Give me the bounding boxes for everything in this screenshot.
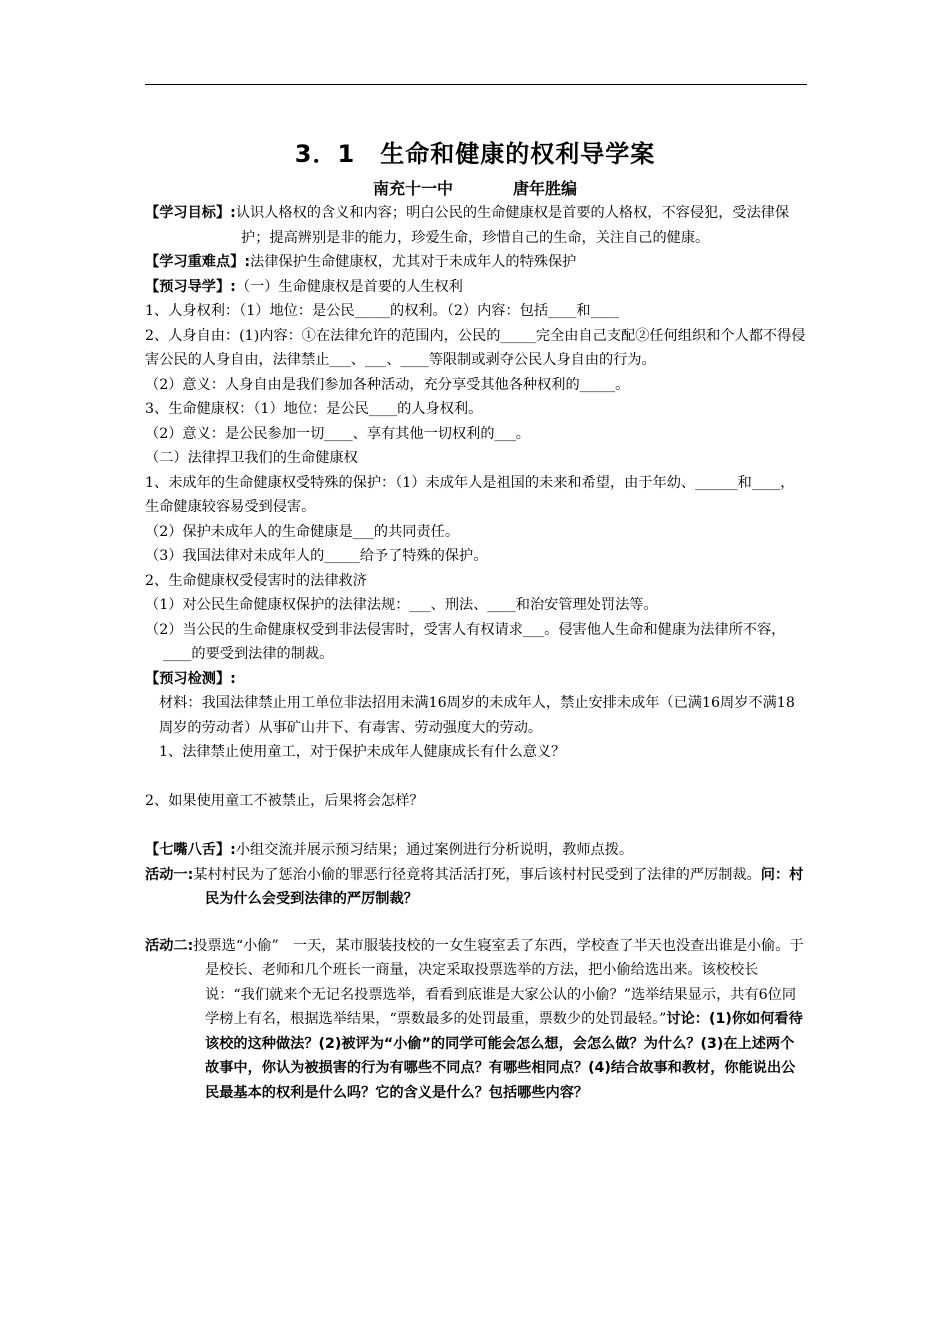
line-2: 2、人身自由：(1)内容：①在法律允许的范围内，公民的_____完全由自己支配②任何组织和个人都不得侵害公民的人身自由，法律禁止___、___、____等限制或剥夺公民人身自由的行为。: [145, 327, 806, 368]
line-6: （二）法律捍卫我们的生命健康权: [145, 450, 358, 466]
check-material: 材料：我国法律禁止用工单位非法招用未满16周岁的未成年人，禁止安排未成年（已满16周岁不满18周岁的劳动者）从事矿山井下、有毒害、劳动强度大的劳动。: [159, 695, 795, 736]
activity-2-label: 活动二:: [145, 937, 194, 954]
activity-2-text: 投票选“小偷” 一天，某市服装技校的一女生寝室丢了东西，学校查了半天也没查出谁是小偷。于是校长、老师和几个班长一商量，决定采取投票选举的方法，把小偷给选出来。该校校长说：“我们就来个无记名投票选举，看看到底谁是大家公认的小偷？”选举结果显示，共有6位同学榜上有名，根据选举结果，“票数最多的处罚最重，票数少的处罚最轻。”: [193, 937, 804, 1027]
activity-1-label: 活动一:: [145, 866, 194, 883]
author-name: 唐年胜编: [513, 179, 578, 198]
learning-goal: [145, 201, 807, 250]
header-rule: [145, 84, 807, 85]
activity-1-text: 某村村民为了惩治小偷的罪恶行径竟将其活活打死，事后该村村民受到了法律的严厉制裁。: [193, 866, 761, 883]
line-10: 2、生命健康权受侵害时的法律救济: [145, 572, 367, 589]
preview-guide: [145, 275, 807, 300]
activity-1-question: 问：村民为什么会受到法律的严厉制裁？: [205, 866, 804, 907]
key-points: [145, 250, 807, 275]
answer-space-1: [145, 765, 807, 790]
key-label: 【学习重难点】:: [145, 254, 250, 270]
activity-1: [145, 863, 807, 912]
activity-2: [145, 934, 807, 1106]
line-3: （2）意义：人身自由是我们参加各种活动，充分享受其他各种权利的_____。: [145, 376, 630, 393]
author-line: [0, 176, 950, 199]
discuss-text: 小组交流并展示预习结果；通过案例进行分析说明，教师点拨。: [235, 842, 634, 858]
preview-label: 【预习导学】:: [145, 278, 236, 295]
document-body: [145, 201, 807, 1105]
line-8: （2）保护未成年人的生命健康是___的共同责任。: [145, 523, 460, 540]
line-12: （2）当公民的生命健康权受到非法侵害时，受害人有权请求___。侵害他人生命和健康为法律所不容，____的要受到法律的制裁。: [145, 621, 786, 662]
line-1: 1、人身权利：（1）地位：是公民_____的权利。（2）内容：包括____和____: [145, 303, 619, 319]
check-question-1: 1、法律禁止使用童工，对于保护未成年人健康成长有什么意义？: [159, 744, 566, 760]
page-title: 3．1 生命和健康的权利导学案: [294, 140, 656, 168]
key-text: 法律保护生命健康权，尤其对于未成年人的特殊保护: [250, 254, 577, 270]
line-11: （1）对公民生命健康权保护的法律法规：___、刑法、____和治安管理处罚法等。: [145, 597, 658, 613]
line-7: 1、未成年的生命健康权受特殊的保护：（1）未成年人是祖国的未来和希望，由于年幼、______和____，生命健康较容易受到侵害。: [145, 474, 795, 515]
answer-space-3: [145, 912, 807, 934]
preview-text: （一）生命健康权是首要的人生权利: [235, 278, 463, 295]
discussion: [145, 838, 807, 863]
goal-label: 【学习目标】:: [145, 205, 236, 221]
activity-2-question: 讨论：(1)你如何看待该校的这种做法？(2)被评为“小偷”的同学可能会怎么想，会怎么做？为什么？(3)在上述两个故事中，你认为被损害的行为有哪些不同点？有哪些相同点？(4)结合故事和教材，你能说出公民最基本的权利是什么吗？它的含义是什么？包括哪些内容？: [205, 1011, 803, 1101]
check-label: 【预习检测】:: [145, 670, 236, 687]
school-name: 南充十一中: [372, 179, 453, 198]
discuss-label: 【七嘴八舌】:: [145, 842, 236, 858]
answer-space-2: [145, 814, 807, 839]
line-9: （3）我国法律对未成年人的_____给予了特殊的保护。: [145, 548, 488, 564]
goal-text: 认识人格权的含义和内容；明白公民的生命健康权是首要的人格权，不容侵犯，受法律保护；提高辨别是非的能力，珍爱生命，珍惜自己的生命，关注自己的健康。: [235, 205, 790, 246]
line-5: （2）意义：是公民参加一切____、享有其他一切权利的___。: [145, 425, 530, 442]
line-4: 3、生命健康权：（1）地位：是公民____的人身权利。: [145, 401, 483, 417]
check-question-2: 2、如果使用童工不被禁止，后果将会怎样？: [145, 793, 424, 809]
